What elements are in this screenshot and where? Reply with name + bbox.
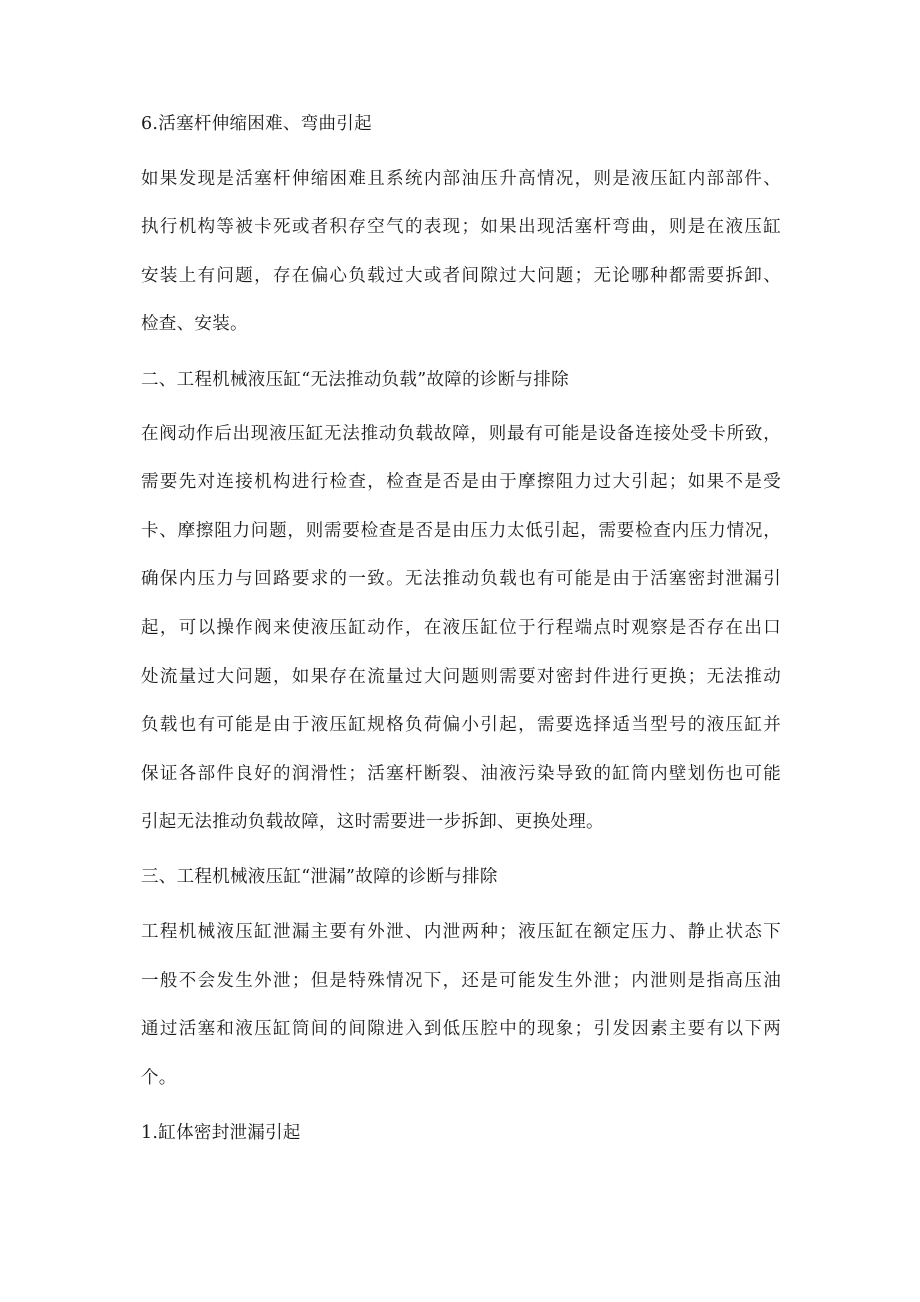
paragraph-1-line-1: 如果发现是活塞杆伸缩困难且系统内部油压升高情况，则是液压缸内部部件、 — [141, 169, 781, 189]
paragraph-2-line-3: 卡、摩擦阻力问题，则需要检查是否是由压力太低引起，需要检查内压力情况， — [141, 521, 781, 541]
paragraph-3-line-2: 一般不会发生外泄；但是特殊情况下，还是可能发生外泄；内泄则是指高压油 — [141, 971, 781, 991]
section-3-title: 三、工程机械液压缸“泄漏”故障的诊断与排除 — [141, 867, 498, 887]
paragraph-3-line-3: 通过活塞和液压缸筒间的间隙进入到低压腔中的现象；引发因素主要有以下两 — [141, 1019, 781, 1039]
paragraph-1-line-2: 执行机构等被卡死或者积存空气的表现；如果出现活塞杆弯曲，则是在液压缸 — [141, 217, 781, 237]
paragraph-2-line-5: 起，可以操作阀来使液压缸动作，在液压缸位于行程端点时观察是否存在出口 — [141, 618, 781, 638]
subheading-6: 6.活塞杆伸缩困难、弯曲引起 — [141, 114, 372, 134]
paragraph-1-line-3: 安装上有问题，存在偏心负载过大或者间隙过大问题；无论哪种都需要拆卸、 — [141, 266, 781, 286]
paragraph-2-line-9: 引起无法推动负载故障，这时需要进一步拆卸、更换处理。 — [141, 812, 604, 832]
paragraph-2-line-1: 在阀动作后出现液压缸无法推动负载故障，则最有可能是设备连接处受卡所致， — [141, 424, 781, 444]
paragraph-2-line-2: 需要先对连接机构进行检查，检查是否是由于摩擦阻力过大引起；如果不是受 — [141, 472, 781, 492]
paragraph-2-line-7: 负载也有可能是由于液压缸规格负荷偏小引起，需要选择适当型号的液压缸并 — [141, 715, 781, 735]
paragraph-1-line-4: 检查、安装。 — [141, 314, 248, 334]
paragraph-2-line-6: 处流量过大问题，如果存在流量过大问题则需要对密封件进行更换；无法推动 — [141, 667, 781, 687]
section-2-title: 二、工程机械液压缸“无法推动负载”故障的诊断与排除 — [141, 370, 569, 390]
paragraph-3-line-1: 工程机械液压缸泄漏主要有外泄、内泄两种；液压缸在额定压力、静止状态下 — [141, 922, 781, 942]
paragraph-2-line-4: 确保内压力与回路要求的一致。无法推动负载也有可能是由于活塞密封泄漏引 — [141, 569, 781, 589]
paragraph-2-line-8: 保证各部件良好的润滑性；活塞杆断裂、油液污染导致的缸筒内壁划伤也可能 — [141, 764, 781, 784]
subheading-1: 1.缸体密封泄漏引起 — [141, 1123, 301, 1143]
paragraph-3-line-4: 个。 — [141, 1068, 177, 1088]
